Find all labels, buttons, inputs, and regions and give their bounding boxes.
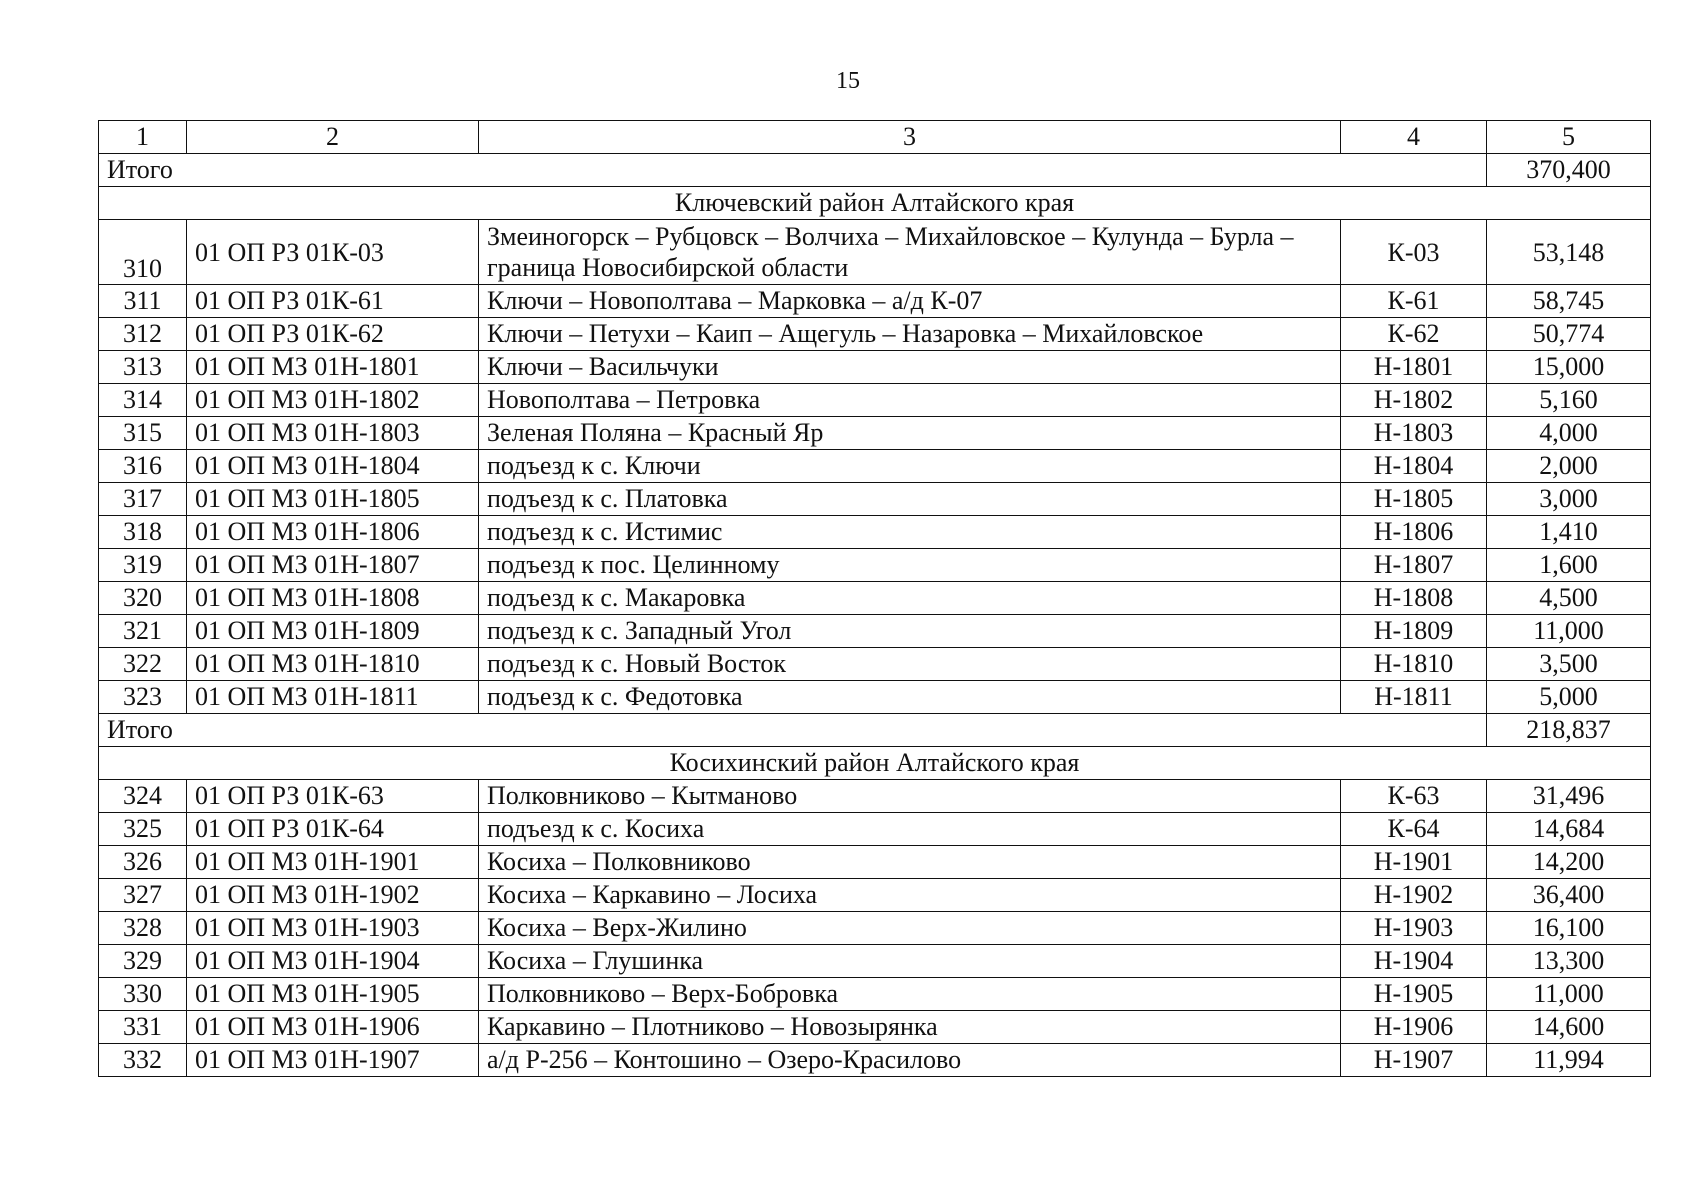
row-number: 329: [99, 945, 187, 978]
road-name: Ключи – Петухи – Каип – Ащегуль – Назаровка – Михайловское: [479, 318, 1341, 351]
row-number: 317: [99, 483, 187, 516]
road-id-code: 01 ОП МЗ 01Н-1802: [187, 384, 479, 417]
road-id-code: 01 ОП МЗ 01Н-1810: [187, 648, 479, 681]
road-index: К-61: [1341, 285, 1487, 318]
road-row: [99, 912, 1651, 945]
road-length: 11,000: [1487, 615, 1651, 648]
row-number: 326: [99, 846, 187, 879]
road-name: Полковниково – Кытманово: [479, 780, 1341, 813]
header-cell: 4: [1341, 121, 1487, 154]
road-name: подъезд к с. Ключи: [479, 450, 1341, 483]
road-index: Н-1905: [1341, 978, 1487, 1011]
district-heading: Ключевский район Алтайского края: [99, 187, 1651, 220]
road-name: Новополтава – Петровка: [479, 384, 1341, 417]
road-name: подъезд к с. Федотовка: [479, 681, 1341, 714]
roads-table-body: [99, 121, 1651, 1077]
total-value: 218,837: [1487, 714, 1651, 747]
road-name: Зеленая Поляна – Красный Яр: [479, 417, 1341, 450]
road-id-code: 01 ОП МЗ 01Н-1803: [187, 417, 479, 450]
road-row: [99, 450, 1651, 483]
row-number: 323: [99, 681, 187, 714]
road-index: Н-1811: [1341, 681, 1487, 714]
road-row: [99, 648, 1651, 681]
road-index: Н-1903: [1341, 912, 1487, 945]
road-length: 2,000: [1487, 450, 1651, 483]
road-length: 1,410: [1487, 516, 1651, 549]
road-length: 11,000: [1487, 978, 1651, 1011]
road-row: [99, 582, 1651, 615]
road-row: [99, 780, 1651, 813]
road-name: Ключи – Васильчуки: [479, 351, 1341, 384]
road-id-code: 01 ОП МЗ 01Н-1904: [187, 945, 479, 978]
row-number: 314: [99, 384, 187, 417]
total-row: [99, 154, 1651, 187]
road-id-code: 01 ОП МЗ 01Н-1808: [187, 582, 479, 615]
header-cell: 3: [479, 121, 1341, 154]
row-number: 324: [99, 780, 187, 813]
row-number: 312: [99, 318, 187, 351]
district-heading: Косихинский район Алтайского края: [99, 747, 1651, 780]
road-index: Н-1809: [1341, 615, 1487, 648]
road-row: [99, 351, 1651, 384]
road-row: [99, 681, 1651, 714]
road-id-code: 01 ОП МЗ 01Н-1902: [187, 879, 479, 912]
road-index: Н-1904: [1341, 945, 1487, 978]
road-index: Н-1807: [1341, 549, 1487, 582]
road-id-code: 01 ОП РЗ 01К-03: [187, 220, 479, 285]
road-id-code: 01 ОП МЗ 01Н-1809: [187, 615, 479, 648]
road-row: [99, 220, 1651, 285]
total-label: Итого: [99, 714, 1487, 747]
road-id-code: 01 ОП МЗ 01Н-1811: [187, 681, 479, 714]
road-id-code: 01 ОП МЗ 01Н-1901: [187, 846, 479, 879]
road-name: Косиха – Верх-Жилино: [479, 912, 1341, 945]
road-id-code: 01 ОП МЗ 01Н-1805: [187, 483, 479, 516]
road-row: [99, 615, 1651, 648]
road-name: Косиха – Полковниково: [479, 846, 1341, 879]
total-value: 370,400: [1487, 154, 1651, 187]
road-name: подъезд к с. Макаровка: [479, 582, 1341, 615]
road-id-code: 01 ОП МЗ 01Н-1905: [187, 978, 479, 1011]
road-length: 4,500: [1487, 582, 1651, 615]
row-number: 311: [99, 285, 187, 318]
road-length: 14,684: [1487, 813, 1651, 846]
district-heading-row: [99, 747, 1651, 780]
road-name: подъезд к пос. Целинному: [479, 549, 1341, 582]
road-id-code: 01 ОП МЗ 01Н-1801: [187, 351, 479, 384]
road-row: [99, 978, 1651, 1011]
road-length: 31,496: [1487, 780, 1651, 813]
row-number: 319: [99, 549, 187, 582]
district-heading-row: [99, 187, 1651, 220]
road-name: Полковниково – Верх-Бобровка: [479, 978, 1341, 1011]
road-name: Ключи – Новополтава – Марковка – а/д К-07: [479, 285, 1341, 318]
road-index: К-03: [1341, 220, 1487, 285]
row-number: 331: [99, 1011, 187, 1044]
road-length: 14,600: [1487, 1011, 1651, 1044]
road-length: 1,600: [1487, 549, 1651, 582]
road-name: подъезд к с. Западный Угол: [479, 615, 1341, 648]
road-length: 53,148: [1487, 220, 1651, 285]
header-cell: 5: [1487, 121, 1651, 154]
road-row: [99, 318, 1651, 351]
road-index: Н-1810: [1341, 648, 1487, 681]
row-number: 325: [99, 813, 187, 846]
row-number: 321: [99, 615, 187, 648]
road-name: а/д Р-256 – Контошино – Озеро-Красилово: [479, 1044, 1341, 1077]
road-index: К-62: [1341, 318, 1487, 351]
row-number: 316: [99, 450, 187, 483]
road-index: Н-1901: [1341, 846, 1487, 879]
road-index: Н-1804: [1341, 450, 1487, 483]
road-row: [99, 285, 1651, 318]
road-id-code: 01 ОП РЗ 01К-64: [187, 813, 479, 846]
road-index: Н-1906: [1341, 1011, 1487, 1044]
road-row: [99, 417, 1651, 450]
row-number: 328: [99, 912, 187, 945]
road-row: [99, 549, 1651, 582]
road-index: Н-1803: [1341, 417, 1487, 450]
road-length: 5,160: [1487, 384, 1651, 417]
road-length: 3,500: [1487, 648, 1651, 681]
total-label: Итого: [99, 154, 1487, 187]
header-cell: 1: [99, 121, 187, 154]
road-index: Н-1805: [1341, 483, 1487, 516]
total-row: [99, 714, 1651, 747]
road-index: Н-1801: [1341, 351, 1487, 384]
row-number: 332: [99, 1044, 187, 1077]
road-index: Н-1806: [1341, 516, 1487, 549]
road-index: К-63: [1341, 780, 1487, 813]
road-name: Змеиногорск – Рубцовск – Волчиха – Михайловское – Кулунда – Бурла – граница Новосибирской области: [479, 220, 1341, 285]
road-row: [99, 384, 1651, 417]
road-name: подъезд к с. Истимис: [479, 516, 1341, 549]
road-length: 16,100: [1487, 912, 1651, 945]
road-row: [99, 813, 1651, 846]
row-number: 330: [99, 978, 187, 1011]
road-id-code: 01 ОП МЗ 01Н-1806: [187, 516, 479, 549]
road-length: 14,200: [1487, 846, 1651, 879]
road-id-code: 01 ОП МЗ 01Н-1804: [187, 450, 479, 483]
road-id-code: 01 ОП МЗ 01Н-1807: [187, 549, 479, 582]
road-id-code: 01 ОП МЗ 01Н-1906: [187, 1011, 479, 1044]
row-number: 320: [99, 582, 187, 615]
road-length: 15,000: [1487, 351, 1651, 384]
road-length: 50,774: [1487, 318, 1651, 351]
road-id-code: 01 ОП МЗ 01Н-1907: [187, 1044, 479, 1077]
header-row: [99, 121, 1651, 154]
road-row: [99, 516, 1651, 549]
road-row: [99, 1011, 1651, 1044]
row-number: 313: [99, 351, 187, 384]
row-number: 318: [99, 516, 187, 549]
road-row: [99, 1044, 1651, 1077]
road-id-code: 01 ОП РЗ 01К-63: [187, 780, 479, 813]
road-index: К-64: [1341, 813, 1487, 846]
road-length: 11,994: [1487, 1044, 1651, 1077]
road-length: 13,300: [1487, 945, 1651, 978]
road-row: [99, 945, 1651, 978]
road-id-code: 01 ОП РЗ 01К-62: [187, 318, 479, 351]
road-row: [99, 846, 1651, 879]
road-index: Н-1907: [1341, 1044, 1487, 1077]
road-name: Косиха – Глушинка: [479, 945, 1341, 978]
road-length: 36,400: [1487, 879, 1651, 912]
road-row: [99, 879, 1651, 912]
road-row: [99, 483, 1651, 516]
row-number: 322: [99, 648, 187, 681]
road-name: подъезд к с. Косиха: [479, 813, 1341, 846]
road-index: Н-1902: [1341, 879, 1487, 912]
header-cell: 2: [187, 121, 479, 154]
row-number: 327: [99, 879, 187, 912]
road-name: подъезд к с. Платовка: [479, 483, 1341, 516]
road-length: 3,000: [1487, 483, 1651, 516]
road-index: Н-1802: [1341, 384, 1487, 417]
road-id-code: 01 ОП РЗ 01К-61: [187, 285, 479, 318]
roads-table: [98, 120, 1651, 1077]
road-name: подъезд к с. Новый Восток: [479, 648, 1341, 681]
road-name: Косиха – Каркавино – Лосиха: [479, 879, 1341, 912]
row-number: 310: [99, 220, 187, 285]
road-length: 58,745: [1487, 285, 1651, 318]
road-name: Каркавино – Плотниково – Новозырянка: [479, 1011, 1341, 1044]
road-index: Н-1808: [1341, 582, 1487, 615]
page-number: 15: [836, 68, 860, 94]
row-number: 315: [99, 417, 187, 450]
road-length: 4,000: [1487, 417, 1651, 450]
road-length: 5,000: [1487, 681, 1651, 714]
road-id-code: 01 ОП МЗ 01Н-1903: [187, 912, 479, 945]
